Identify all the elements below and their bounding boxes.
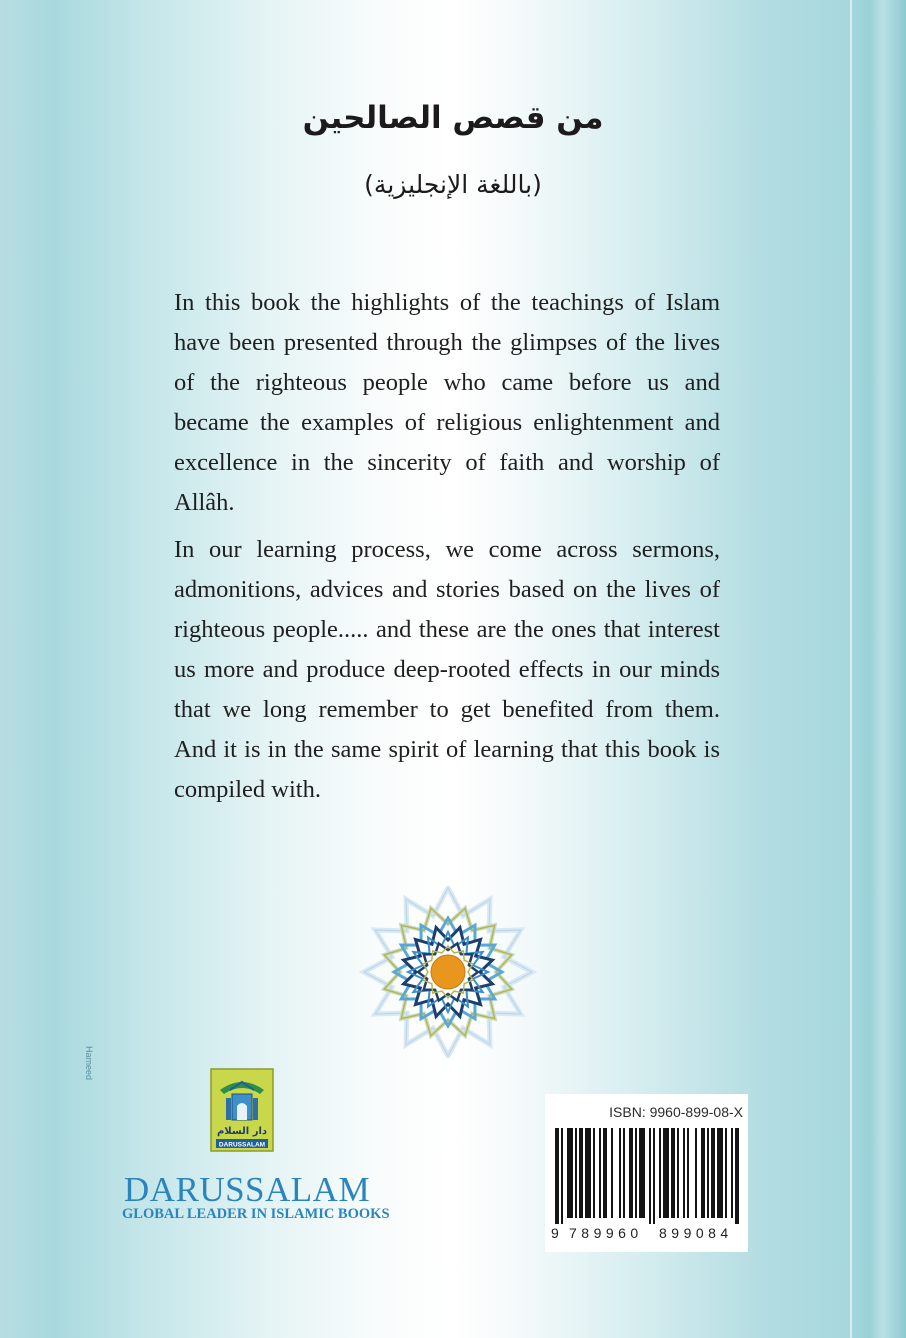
geometric-rosette-icon (356, 886, 540, 1058)
spine-crease (850, 0, 852, 1338)
logo-arabic-text: دار السلام (216, 1126, 268, 1137)
blurb-paragraph-1: In this book the highlights of the teachings of Islam have been presented through the glimpses of the lives of the righteous people who came before us and became the examples of religious enlightenment and excellence in the sincerity of faith and worship of Allâh. (174, 289, 720, 516)
isbn-barcode-panel (545, 1094, 748, 1252)
barcode-left-group: 789960 (569, 1225, 643, 1241)
isbn-label: ISBN: 9960-899-08-X (609, 1104, 743, 1120)
logo-latin-text: DARUSSALAM (218, 1141, 266, 1149)
blurb-text (174, 283, 720, 817)
darussalam-logo-icon (210, 1068, 274, 1152)
barcode-icon (555, 1128, 741, 1224)
arabic-subtitle: (باللغة الإنجليزية) (364, 170, 542, 199)
barcode-first-digit: 9 (551, 1225, 559, 1241)
designer-credit: Hameed (84, 1046, 94, 1081)
blurb-paragraph-2: In our learning process, we come across sermons, admonitions, advices and stories based on the lives of righteous people..... and these are the ones that interest us more and produce deep-rooted effects in our minds that we long remember to get benefited from them. And it is in the same spirit of learning that this book is compiled with. (174, 536, 720, 803)
barcode-right-group: 899084 (659, 1225, 733, 1241)
publisher-name: DARUSSALAM (123, 1170, 371, 1209)
publisher-tagline: GLOBAL LEADER IN ISLAMIC BOOKS (122, 1206, 390, 1222)
arabic-title: من قصص الصالحين (302, 100, 604, 136)
spine-shade (846, 0, 906, 1338)
